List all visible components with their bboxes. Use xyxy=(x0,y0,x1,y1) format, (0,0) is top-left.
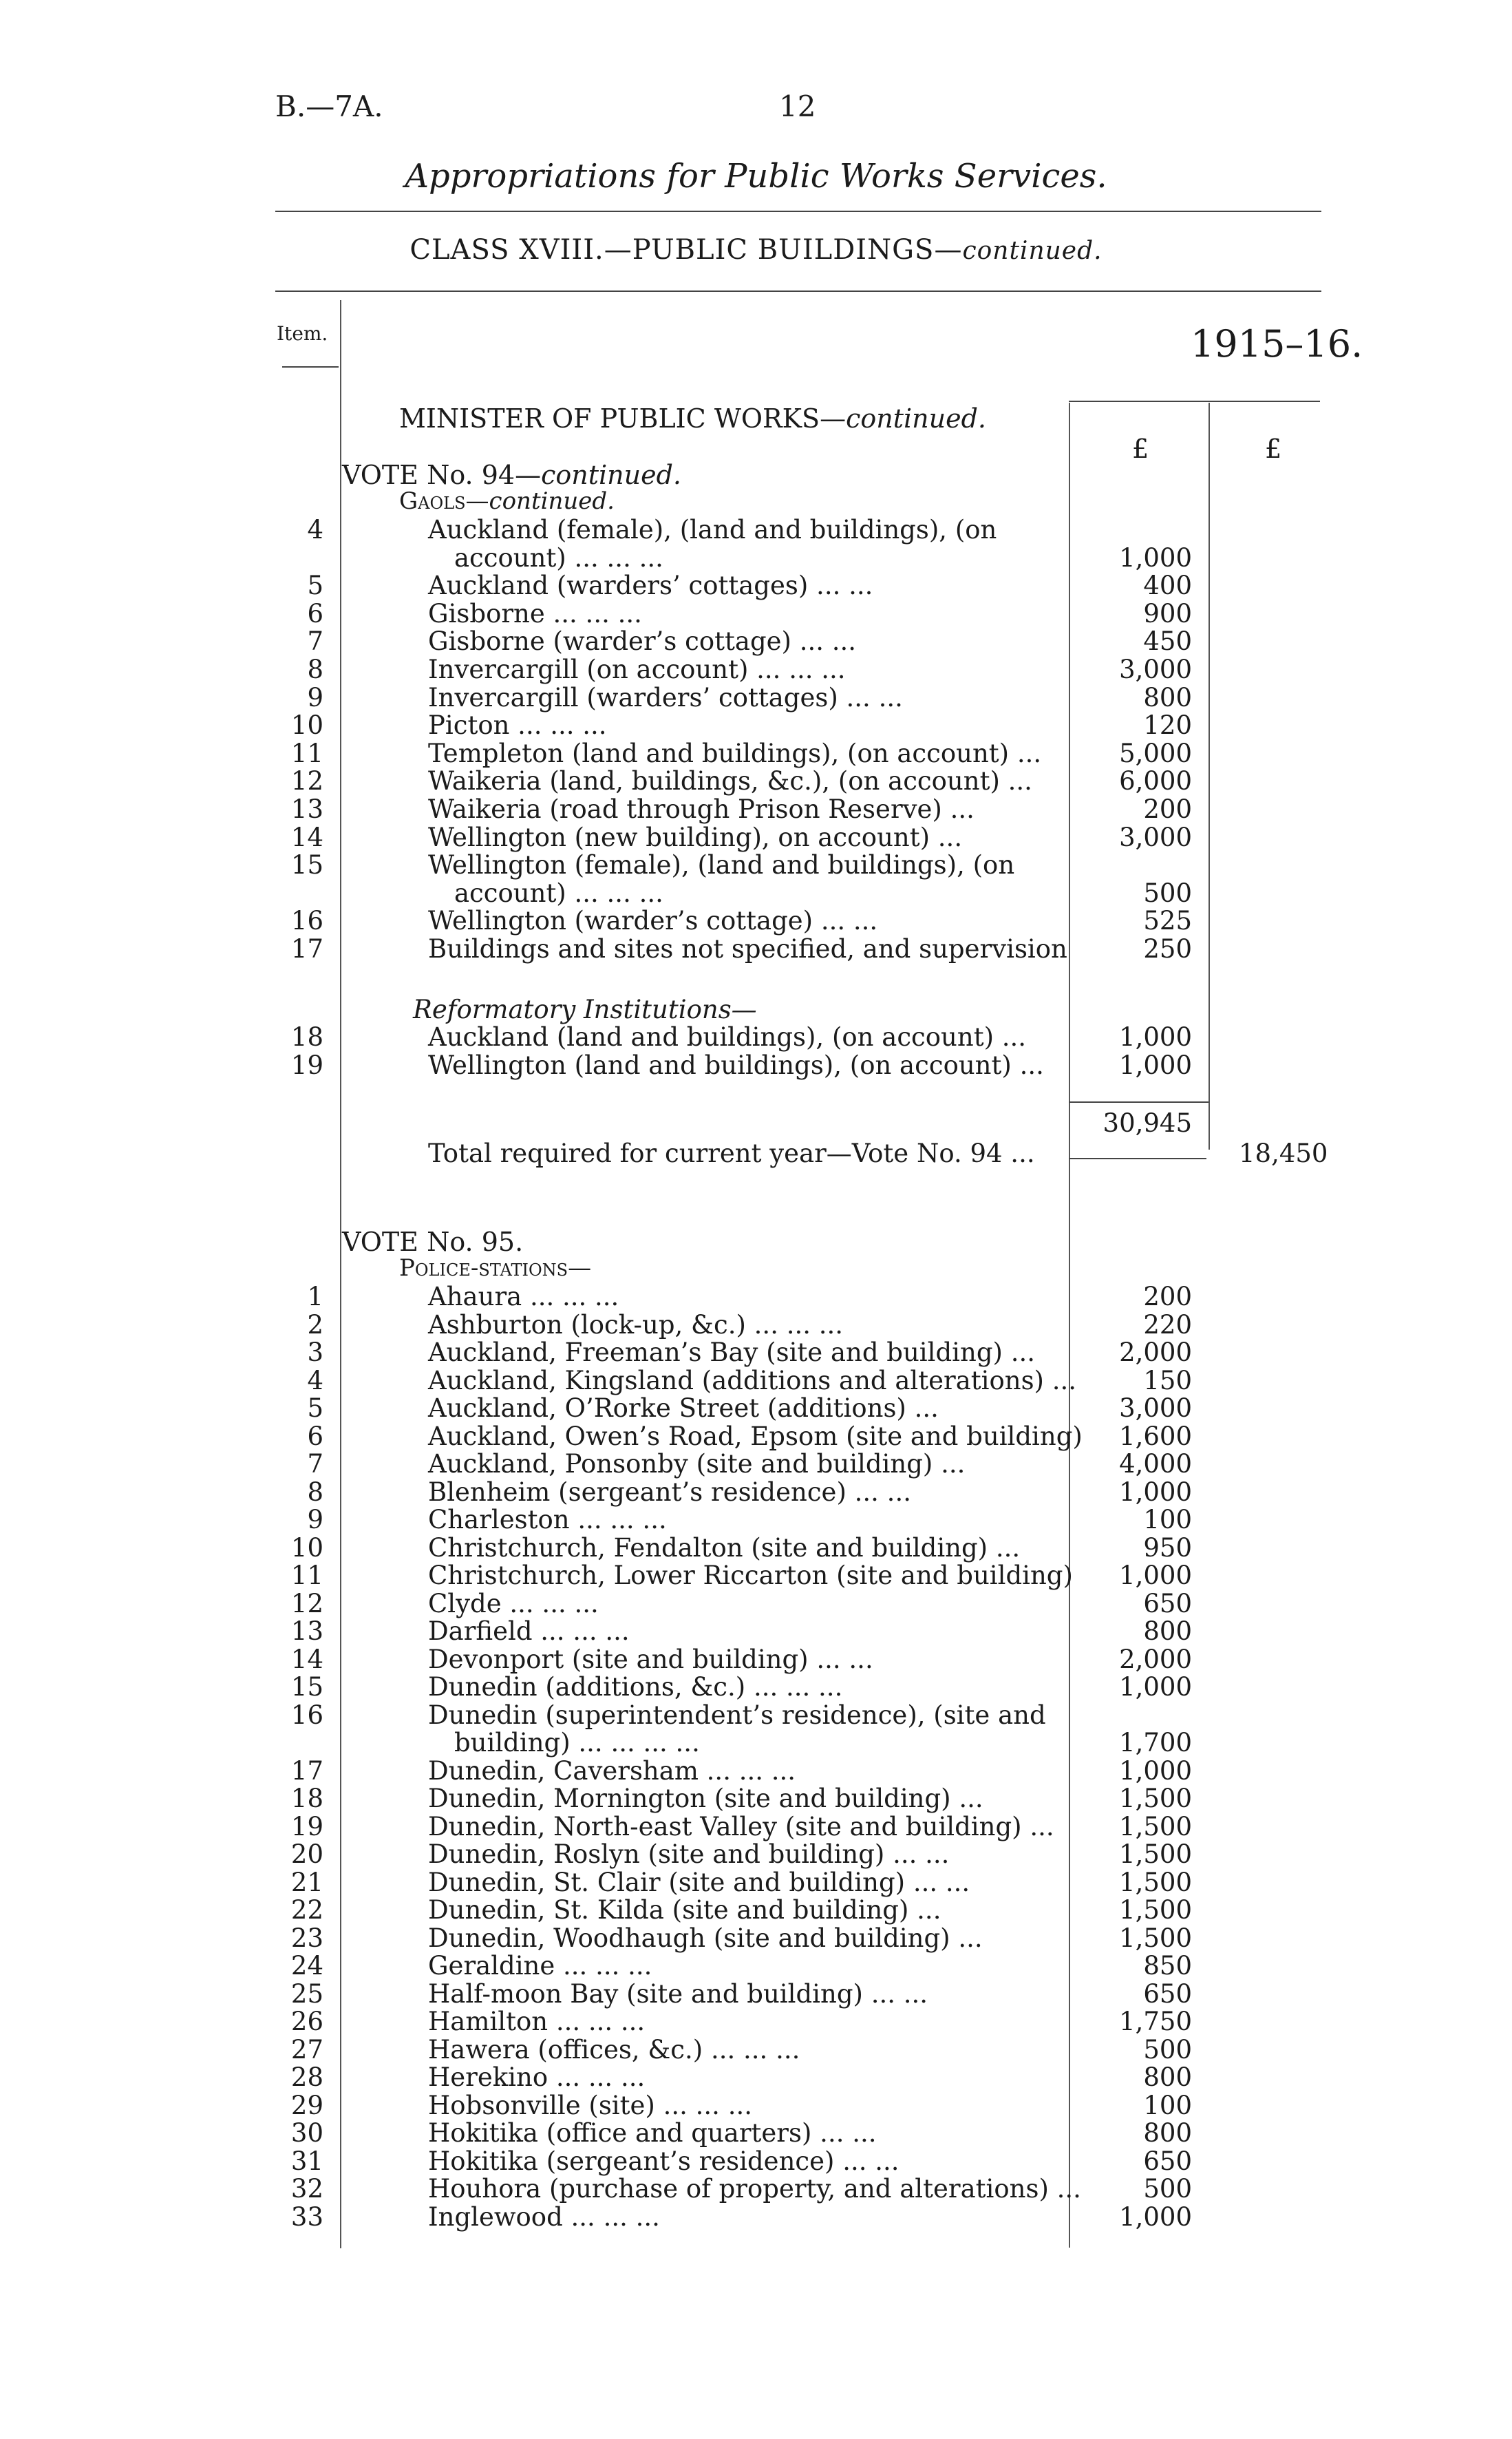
item-number: 13 xyxy=(290,794,323,824)
item-amount: 650 xyxy=(1143,1978,1192,2009)
item-number: 5 xyxy=(307,1393,323,1423)
item-amount: 650 xyxy=(1143,2146,1192,2176)
item-amount: 1,750 xyxy=(1119,2007,1192,2036)
item-number: 6 xyxy=(307,1421,323,1451)
table-row xyxy=(0,934,1512,962)
item-description: Gisborne (warder’s cottage) ... ... xyxy=(428,626,857,657)
item-amount: 1,000 xyxy=(1119,1477,1192,1507)
table-row xyxy=(0,1477,1512,1505)
table-row xyxy=(0,1366,1512,1393)
item-amount: 800 xyxy=(1143,2062,1192,2092)
table-row xyxy=(0,1700,1512,1728)
item-description: Auckland (warders’ cottages) ... ... xyxy=(428,571,873,601)
item-description: Auckland, Kingsland (additions and alterations) ... xyxy=(428,1365,1077,1395)
item-amount: 3,000 xyxy=(1119,822,1192,852)
table-row xyxy=(0,1672,1512,1700)
item-number: 30 xyxy=(290,2118,323,2148)
table-row xyxy=(0,1505,1512,1532)
year-header-rule xyxy=(1069,401,1320,402)
item-description: Templeton (land and buildings), (on account) ... xyxy=(428,738,1042,768)
item-number: 2 xyxy=(307,1309,323,1340)
table-row xyxy=(0,515,1512,545)
item-amount: 800 xyxy=(1143,682,1192,712)
class-heading: CLASS XVIII.—PUBLIC BUILDINGS—continued. xyxy=(409,234,1103,266)
item-description: Hamilton ... ... ... xyxy=(428,2007,646,2036)
item-amount: 6,000 xyxy=(1119,766,1192,796)
item-amount: 1,700 xyxy=(1119,1728,1192,1757)
table-row xyxy=(0,2007,1512,2034)
item-number: 4 xyxy=(307,515,323,545)
item-description: Hokitika (office and quarters) ... ... xyxy=(428,2118,877,2148)
item-amount: 650 xyxy=(1143,1588,1192,1618)
item-number: 16 xyxy=(290,906,323,936)
subtotal-rule xyxy=(1069,1101,1208,1103)
table-row xyxy=(0,1979,1512,2007)
pound-sign-1: £ xyxy=(1132,434,1149,464)
year-column-header: 1915–16. xyxy=(1191,322,1363,366)
title-rule xyxy=(275,211,1321,212)
table-row xyxy=(0,1310,1512,1338)
table-row xyxy=(0,1449,1512,1477)
table-row xyxy=(0,1022,1512,1050)
item-amount: 950 xyxy=(1143,1532,1192,1563)
page-number: 12 xyxy=(779,89,816,123)
table-row xyxy=(0,2202,1512,2230)
item-number: 10 xyxy=(290,1532,323,1563)
item-amount: 220 xyxy=(1143,1309,1192,1340)
item-description: account) ... ... ... xyxy=(454,542,663,573)
table-row xyxy=(0,1338,1512,1365)
item-description: Auckland, Ponsonby (site and building) ... xyxy=(428,1449,966,1479)
item-amount: 500 xyxy=(1143,2034,1192,2065)
item-amount: 1,000 xyxy=(1119,2202,1192,2232)
item-number: 7 xyxy=(307,1449,323,1479)
table-row xyxy=(0,598,1512,629)
item-description: Houhora (purchase of property, and alterations) ... xyxy=(428,2174,1081,2204)
item-description: Hawera (offices, &c.) ... ... ... xyxy=(428,2034,800,2065)
table-row xyxy=(0,766,1512,794)
item-description: Invercargill (on account) ... ... ... xyxy=(428,655,846,684)
item-amount: 1,500 xyxy=(1119,1784,1192,1813)
item-number: 27 xyxy=(290,2034,323,2065)
item-description: Dunedin, North-east Valley (site and building) ... xyxy=(428,1811,1054,1841)
item-number: 8 xyxy=(307,1477,323,1507)
table-row xyxy=(0,2118,1512,2146)
item-amount: 525 xyxy=(1143,906,1192,936)
table-row xyxy=(0,823,1512,850)
table-row xyxy=(0,1728,1512,1755)
item-amount: 5,000 xyxy=(1119,738,1192,768)
subtotal-amount: 30,945 xyxy=(1103,1108,1192,1138)
item-description: Wellington (new building), on account) ... xyxy=(428,822,963,852)
item-amount: 450 xyxy=(1143,626,1192,657)
item-number: 12 xyxy=(290,766,323,796)
item-description: Dunedin, Mornington (site and building) ... xyxy=(428,1784,983,1813)
item-number: 16 xyxy=(290,1700,323,1730)
item-number: 9 xyxy=(307,682,323,712)
table-row xyxy=(0,739,1512,766)
item-description: building) ... ... ... ... xyxy=(454,1728,700,1757)
table-row xyxy=(0,794,1512,822)
item-number: 28 xyxy=(290,2062,323,2092)
item-number: 31 xyxy=(290,2146,323,2176)
total-label: Total required for current year—Vote No. 94 ... xyxy=(428,1139,1035,1168)
item-amount: 150 xyxy=(1143,1365,1192,1395)
item-amount: 1,000 xyxy=(1119,1022,1192,1052)
item-number: 33 xyxy=(290,2202,323,2232)
total-amount: 18,450 xyxy=(1239,1139,1328,1168)
item-description: account) ... ... ... xyxy=(454,878,663,908)
document-reference: B.—7A. xyxy=(275,89,383,123)
item-description: Charleston ... ... ... xyxy=(428,1505,667,1534)
vote-94-heading: VOTE No. 94—continued. xyxy=(342,460,681,490)
item-description: Dunedin (superintendent’s residence), (site and xyxy=(428,1700,1046,1730)
table-row xyxy=(0,878,1512,906)
table-row xyxy=(0,1282,1512,1309)
item-description: Dunedin (additions, &c.) ... ... ... xyxy=(428,1672,843,1702)
item-description: Christchurch, Fendalton (site and building) ... xyxy=(428,1532,1021,1563)
item-amount: 1,000 xyxy=(1119,1672,1192,1702)
table-row xyxy=(0,543,1512,571)
item-number: 22 xyxy=(290,1895,323,1925)
item-description: Auckland, Freeman’s Bay (site and building) ... xyxy=(428,1338,1035,1367)
table-row xyxy=(0,1839,1512,1867)
item-number: 25 xyxy=(290,1978,323,2009)
item-amount: 200 xyxy=(1143,794,1192,824)
item-amount: 1,500 xyxy=(1119,1811,1192,1841)
item-amount: 900 xyxy=(1143,598,1192,629)
item-amount: 800 xyxy=(1143,2118,1192,2148)
item-description: Waikeria (road through Prison Reserve) ... xyxy=(428,794,975,824)
table-row xyxy=(0,1645,1512,1672)
item-description: Inglewood ... ... ... xyxy=(428,2202,660,2232)
item-number: 13 xyxy=(290,1616,323,1646)
item-amount: 1,500 xyxy=(1119,1895,1192,1925)
item-description: Hokitika (sergeant’s residence) ... ... xyxy=(428,2146,899,2176)
item-description: Clyde ... ... ... xyxy=(428,1588,599,1618)
item-description: Dunedin, Woodhaugh (site and building) ... xyxy=(428,1923,983,1953)
item-amount: 1,500 xyxy=(1119,1867,1192,1897)
item-number: 7 xyxy=(307,626,323,657)
table-row xyxy=(0,1756,1512,1784)
item-number: 21 xyxy=(290,1867,323,1897)
item-number: 14 xyxy=(290,1644,323,1674)
item-description: Buildings and sites not specified, and supervision xyxy=(428,934,1067,964)
item-description: Wellington (female), (land and buildings), (on xyxy=(428,850,1015,880)
item-number: 4 xyxy=(307,1365,323,1395)
item-number: 19 xyxy=(290,1050,323,1080)
item-amount: 3,000 xyxy=(1119,1393,1192,1423)
item-amount: 4,000 xyxy=(1119,1449,1192,1479)
item-number: 3 xyxy=(307,1338,323,1367)
item-number: 15 xyxy=(290,850,323,880)
item-number: 20 xyxy=(290,1839,323,1869)
table-row xyxy=(0,1561,1512,1588)
item-description: Dunedin, St. Clair (site and building) ... ... xyxy=(428,1867,970,1897)
item-amount: 2,000 xyxy=(1119,1338,1192,1367)
item-amount: 120 xyxy=(1143,710,1192,741)
table-row xyxy=(0,626,1512,657)
item-amount: 200 xyxy=(1143,1282,1192,1311)
item-number: 9 xyxy=(307,1505,323,1534)
item-description: Darfield ... ... ... xyxy=(428,1616,630,1646)
item-description: Dunedin, St. Kilda (site and building) ... xyxy=(428,1895,941,1925)
class-rule xyxy=(275,291,1321,292)
table-row xyxy=(0,1812,1512,1839)
table-row xyxy=(0,2174,1512,2202)
item-amount: 1,000 xyxy=(1119,1050,1192,1080)
item-amount: 3,000 xyxy=(1119,655,1192,684)
item-description: Auckland, Owen’s Road, Epsom (site and building) xyxy=(428,1421,1083,1451)
table-row xyxy=(0,2034,1512,2065)
table-row xyxy=(0,1923,1512,1951)
item-description: Ahaura ... ... ... xyxy=(428,1282,619,1311)
table-row xyxy=(0,571,1512,601)
minister-heading: MINISTER OF PUBLIC WORKS—continued. xyxy=(399,403,986,434)
item-amount: 1,500 xyxy=(1119,1923,1192,1953)
item-column-header: Item. xyxy=(277,322,328,345)
item-description: Ashburton (lock-up, &c.) ... ... ... xyxy=(428,1309,844,1340)
item-description: Hobsonville (site) ... ... ... xyxy=(428,2090,752,2120)
item-number: 17 xyxy=(290,1755,323,1786)
table-row xyxy=(0,655,1512,682)
item-amount: 1,000 xyxy=(1119,1755,1192,1786)
item-number: 15 xyxy=(290,1672,323,1702)
item-amount: 500 xyxy=(1143,878,1192,908)
item-amount: 850 xyxy=(1143,1951,1192,1981)
item-number: 14 xyxy=(290,822,323,852)
table-row xyxy=(0,710,1512,741)
item-number: 19 xyxy=(290,1811,323,1841)
item-description: Herekino ... ... ... xyxy=(428,2062,646,2092)
item-amount: 100 xyxy=(1143,2090,1192,2120)
item-description: Geraldine ... ... ... xyxy=(428,1951,652,1981)
item-number: 26 xyxy=(290,2007,323,2036)
item-description: Dunedin, Caversham ... ... ... xyxy=(428,1755,796,1786)
item-number: 1 xyxy=(307,1282,323,1311)
item-number: 23 xyxy=(290,1923,323,1953)
item-number: 11 xyxy=(290,1561,323,1590)
pound-sign-2: £ xyxy=(1265,434,1282,464)
table-row xyxy=(0,2062,1512,2090)
item-amount: 1,000 xyxy=(1119,1561,1192,1590)
item-number: 5 xyxy=(307,571,323,601)
item-number: 29 xyxy=(290,2090,323,2120)
item-amount: 1,600 xyxy=(1119,1421,1192,1451)
item-description: Waikeria (land, buildings, &c.), (on account) ... xyxy=(428,766,1032,796)
item-header-rule xyxy=(282,366,339,368)
table-row xyxy=(0,1616,1512,1644)
item-number: 17 xyxy=(290,934,323,964)
item-amount: 1,500 xyxy=(1119,1839,1192,1869)
item-amount: 500 xyxy=(1143,2174,1192,2204)
table-row xyxy=(0,1951,1512,1981)
item-number: 6 xyxy=(307,598,323,629)
item-description: Invercargill (warders’ cottages) ... ... xyxy=(428,682,903,712)
page-title: Appropriations for Public Works Services. xyxy=(405,157,1107,196)
table-row xyxy=(0,1784,1512,1811)
item-description: Christchurch, Lower Riccarton (site and building) xyxy=(428,1561,1073,1590)
table-row xyxy=(0,850,1512,878)
table-row xyxy=(0,906,1512,936)
subtotal-underline xyxy=(1069,1158,1206,1159)
item-description: Devonport (site and building) ... ... xyxy=(428,1644,873,1674)
item-amount: 1,000 xyxy=(1119,542,1192,573)
police-stations-heading: Police-stations— xyxy=(399,1254,592,1282)
item-number: 10 xyxy=(290,710,323,741)
item-description: Auckland (land and buildings), (on account) ... xyxy=(428,1022,1027,1052)
table-row xyxy=(0,1393,1512,1421)
table-row xyxy=(0,1868,1512,1895)
item-description: Half-moon Bay (site and building) ... ... xyxy=(428,1978,928,2009)
item-amount: 2,000 xyxy=(1119,1644,1192,1674)
item-amount: 100 xyxy=(1143,1505,1192,1534)
table-row xyxy=(0,2146,1512,2174)
item-description: Picton ... ... ... xyxy=(428,710,607,741)
item-amount: 250 xyxy=(1143,934,1192,964)
item-description: Dunedin, Roslyn (site and building) ... ... xyxy=(428,1839,950,1869)
item-number: 24 xyxy=(290,1951,323,1981)
table-row xyxy=(0,1895,1512,1923)
reformatory-heading: Reformatory Institutions— xyxy=(413,995,757,1024)
table-row xyxy=(0,1050,1512,1078)
item-number: 18 xyxy=(290,1022,323,1052)
item-description: Gisborne ... ... ... xyxy=(428,598,642,629)
item-description: Auckland (female), (land and buildings), (on xyxy=(428,515,997,545)
gaols-heading: Gaols—continued. xyxy=(399,487,615,515)
item-description: Wellington (land and buildings), (on account) ... xyxy=(428,1050,1044,1080)
item-number: 32 xyxy=(290,2174,323,2204)
item-amount: 400 xyxy=(1143,571,1192,601)
item-description: Wellington (warder’s cottage) ... ... xyxy=(428,906,878,936)
table-row xyxy=(0,1533,1512,1561)
item-number: 11 xyxy=(290,738,323,768)
table-row xyxy=(0,1422,1512,1449)
item-description: Auckland, O’Rorke Street (additions) ... xyxy=(428,1393,939,1423)
item-number: 12 xyxy=(290,1588,323,1618)
table-row xyxy=(0,1589,1512,1616)
item-number: 8 xyxy=(307,655,323,684)
item-description: Blenheim (sergeant’s residence) ... ... xyxy=(428,1477,911,1507)
table-row xyxy=(0,2091,1512,2118)
item-number: 18 xyxy=(290,1784,323,1813)
item-amount: 800 xyxy=(1143,1616,1192,1646)
table-row xyxy=(0,683,1512,710)
vote-95-heading: VOTE No. 95. xyxy=(342,1227,524,1257)
